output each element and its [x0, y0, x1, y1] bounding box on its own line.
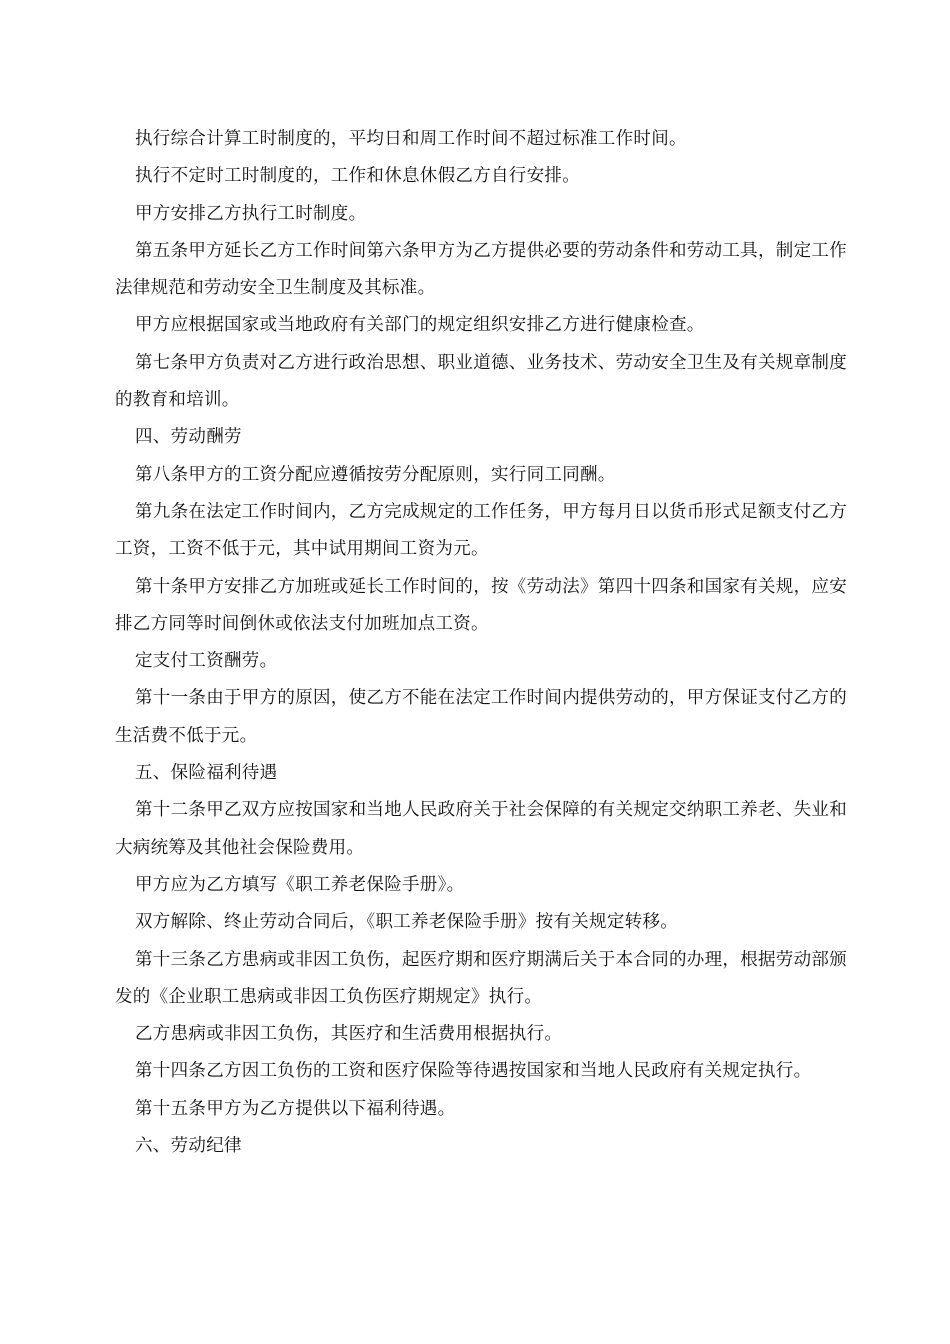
- paragraph-article-15: 第十五条甲方为乙方提供以下福利待遇。: [135, 1098, 456, 1119]
- paragraph-article-12: 第十二条甲乙双方应按国家和当地人民政府关于社会保障的有关规定交纳职工养老、失业和大病统筹及其他社会保险费用。: [115, 800, 847, 858]
- paragraph-article-7: 第七条甲方负责对乙方进行政治思想、职业道德、业务技术、劳动安全卫生及有关规章制度的教育和培训。: [115, 352, 847, 411]
- paragraph-sick-leave-costs: 乙方患病或非因工负伤，其医疗和生活费用根据执行。: [135, 1024, 563, 1045]
- paragraph-article-10: 第十条甲方安排乙方加班或延长工作时间的，按《劳动法》第四十四条和国家有关规，应安排乙方同等时间倒休或依法支付加班加点工资。: [115, 576, 847, 634]
- paragraph-health-check: 甲方应根据国家或当地政府有关部门的规定组织安排乙方进行健康检查。: [135, 315, 705, 336]
- paragraph-pay-note: 定支付工资酬劳。: [135, 651, 278, 672]
- paragraph-working-hours-flexible: 执行不定时工时制度的，工作和休息休假乙方自行安排。: [135, 166, 580, 187]
- section-heading-labor-discipline: 六、劳动纪律: [135, 1136, 242, 1157]
- section-heading-labor-pay: 四、劳动酬劳: [135, 427, 242, 448]
- paragraph-article-5-6: 第五条甲方延长乙方工作时间第六条甲方为乙方提供必要的劳动条件和劳动工具，制定工作法律规范和劳动安全卫生制度及其标准。: [115, 240, 847, 299]
- paragraph-article-9: 第九条在法定工作时间内，乙方完成规定的工作任务，甲方每月日以货币形式足额支付乙方工资，工资不低于元，其中试用期间工资为元。: [115, 501, 847, 560]
- section-heading-insurance-welfare: 五、保险福利待遇: [135, 763, 278, 784]
- paragraph-article-13: 第十三条乙方患病或非因工负伤，起医疗期和医疗期满后关于本合同的办理，根据劳动部颁发的《企业职工患病或非因工负伤医疗期规定》执行。: [115, 949, 847, 1007]
- paragraph-working-hours-arrangement: 甲方安排乙方执行工时制度。: [135, 203, 367, 224]
- document-body: [115, 121, 850, 1165]
- paragraph-pension-transfer: 双方解除、终止劳动合同后，《职工养老保险手册》按有关规定转移。: [135, 912, 679, 933]
- paragraph-article-8: 第八条甲方的工资分配应遵循按劳分配原则，实行同工同酬。: [135, 464, 616, 485]
- paragraph-pension-handbook: 甲方应为乙方填写《职工养老保险手册》。: [135, 874, 465, 895]
- paragraph-article-14: 第十四条乙方因工负伤的工资和医疗保险等待遇按国家和当地人民政府有关规定执行。: [135, 1061, 812, 1082]
- paragraph-article-11: 第十一条由于甲方的原因，使乙方不能在法定工作时间内提供劳动的，甲方保证支付乙方的生活费不低于元。: [115, 688, 847, 746]
- paragraph-working-hours-comprehensive: 执行综合计算工时制度的，平均日和周工作时间不超过标准工作时间。: [135, 129, 687, 149]
